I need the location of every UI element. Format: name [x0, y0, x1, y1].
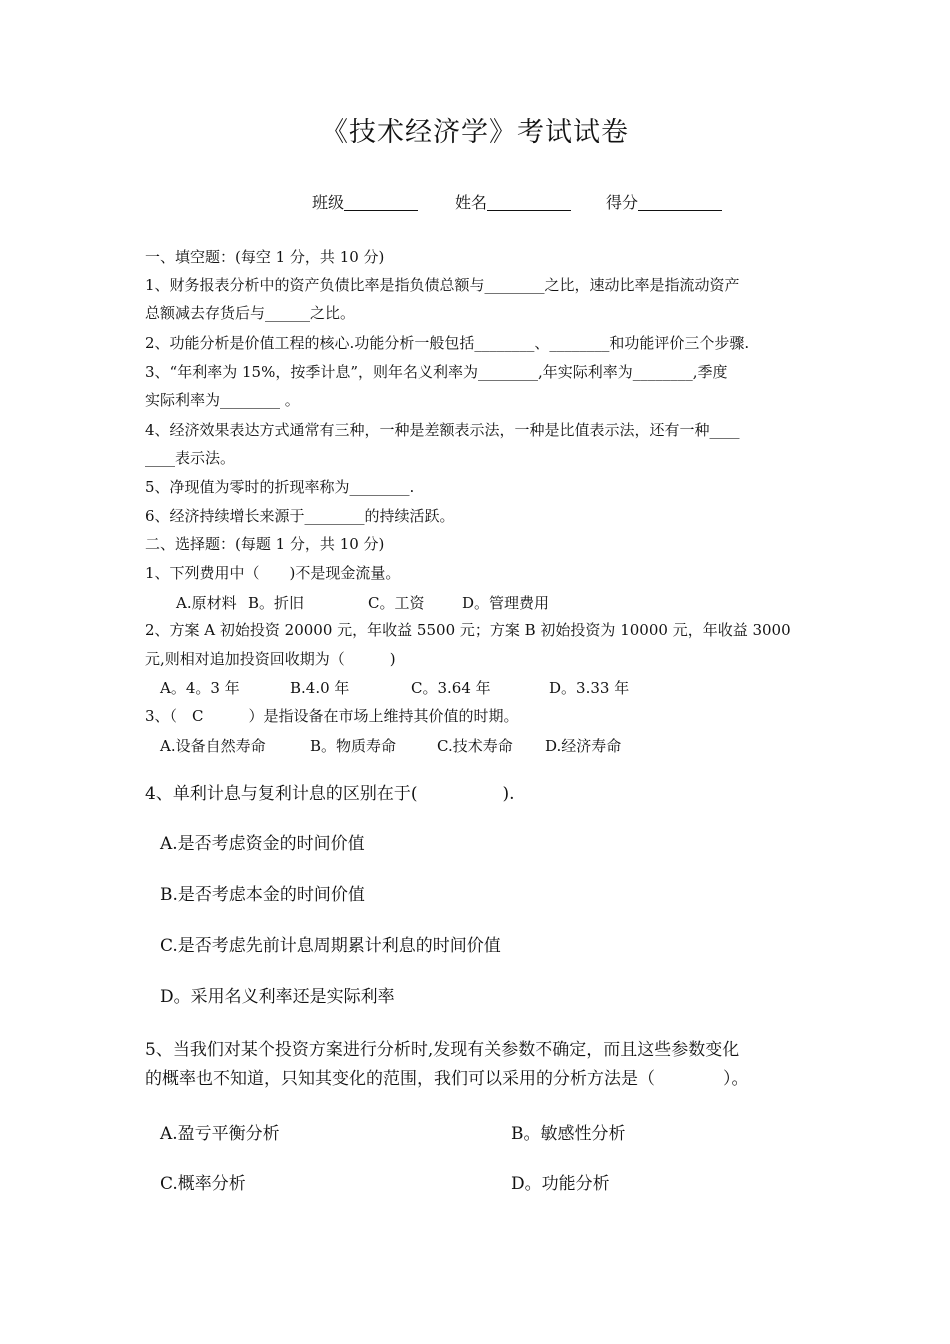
- class-field: [312, 190, 418, 213]
- q2-stem: 元,则相对追加投资回收期为（ ): [145, 650, 396, 668]
- q2-option-d: D。3.33 年: [549, 679, 630, 697]
- q2-option-a: A。4。3 年: [160, 679, 240, 697]
- q3-stem: 3、（ C ）是指设备在市场上维持其价值的时期。: [145, 707, 519, 725]
- q1-stem: 1、下列费用中（ )不是现金流量。: [145, 564, 401, 582]
- q5-option-d: D。功能分析: [511, 1174, 610, 1194]
- q1-option-b: B。折旧: [248, 594, 305, 612]
- section1-line: 实际利率为________ 。: [145, 391, 300, 409]
- section1-line: 总额减去存货后与______之比。: [145, 304, 356, 322]
- section1-heading: 一、填空题：(每空 1 分，共 10 分): [145, 248, 385, 266]
- q3-option-b: B。物质寿命: [310, 737, 397, 755]
- exam-title: 《技术经济学》考试试卷: [321, 117, 629, 148]
- class-label: 班级: [312, 193, 345, 212]
- q5-stem: 的概率也不知道，只知其变化的范围，我们可以采用的分析方法是（ ）。: [145, 1069, 749, 1089]
- section1-line: 6、经济持续增长来源于________的持续活跃。: [145, 507, 455, 525]
- q3-option-c: C.技术寿命: [437, 737, 513, 755]
- section2-heading: 二、选择题：(每题 1 分，共 10 分): [145, 535, 385, 553]
- q1-option-c: C。工资: [368, 594, 425, 612]
- score-blank[interactable]: [638, 210, 722, 211]
- section1-line: 4、经济效果表达方式通常有三种，一种是差额表示法，一种是比值表示法，还有一种____: [145, 421, 740, 439]
- section1-line: ____表示法。: [145, 449, 236, 467]
- score-label: 得分: [606, 193, 639, 212]
- section1-line: 2、功能分析是价值工程的核心.功能分析一般包括________、________和功能评价三个步骤.: [145, 334, 750, 352]
- q2-option-c: C。3.64 年: [411, 679, 491, 697]
- section1-line: 1、财务报表分析中的资产负债比率是指负债总额与________之比，速动比率是指流动资产: [145, 276, 740, 294]
- name-blank[interactable]: [487, 210, 571, 211]
- q5-option-b: B。敏感性分析: [511, 1124, 626, 1144]
- q3-option-d: D.经济寿命: [545, 737, 622, 755]
- section1-line: 3、“年利率为 15%，按季计息”，则年名义利率为________,年实际利率为________,季度: [145, 363, 728, 381]
- q4-stem: 4、单利计息与复利计息的区别在于( ).: [145, 784, 515, 804]
- q1-option-d: D。管理费用: [462, 594, 550, 612]
- q5-option-c: C.概率分析: [160, 1174, 246, 1194]
- q1-option-a: A.原材料: [176, 594, 237, 612]
- q4-option-b: B.是否考虑本金的时间价值: [160, 885, 365, 905]
- section1-line: 5、净现值为零时的折现率称为________.: [145, 478, 415, 496]
- q5-option-a: A.盈亏平衡分析: [160, 1124, 280, 1144]
- q4-option-a: A.是否考虑资金的时间价值: [160, 834, 365, 854]
- q4-option-d: D。采用名义利率还是实际利率: [160, 987, 395, 1007]
- name-field: [455, 190, 571, 213]
- score-field: [606, 190, 722, 213]
- class-blank[interactable]: [344, 210, 418, 211]
- q2-option-b: B.4.0 年: [290, 679, 350, 697]
- q4-option-c: C.是否考虑先前计息周期累计利息的时间价值: [160, 936, 501, 956]
- name-label: 姓名: [455, 193, 488, 212]
- q3-option-a: A.设备自然寿命: [160, 737, 266, 755]
- q5-stem: 5、当我们对某个投资方案进行分析时,发现有关参数不确定，而且这些参数变化: [145, 1040, 740, 1060]
- q2-stem: 2、方案 A 初始投资 20000 元，年收益 5500 元；方案 B 初始投资为 10000 元，年收益 3000: [145, 621, 791, 639]
